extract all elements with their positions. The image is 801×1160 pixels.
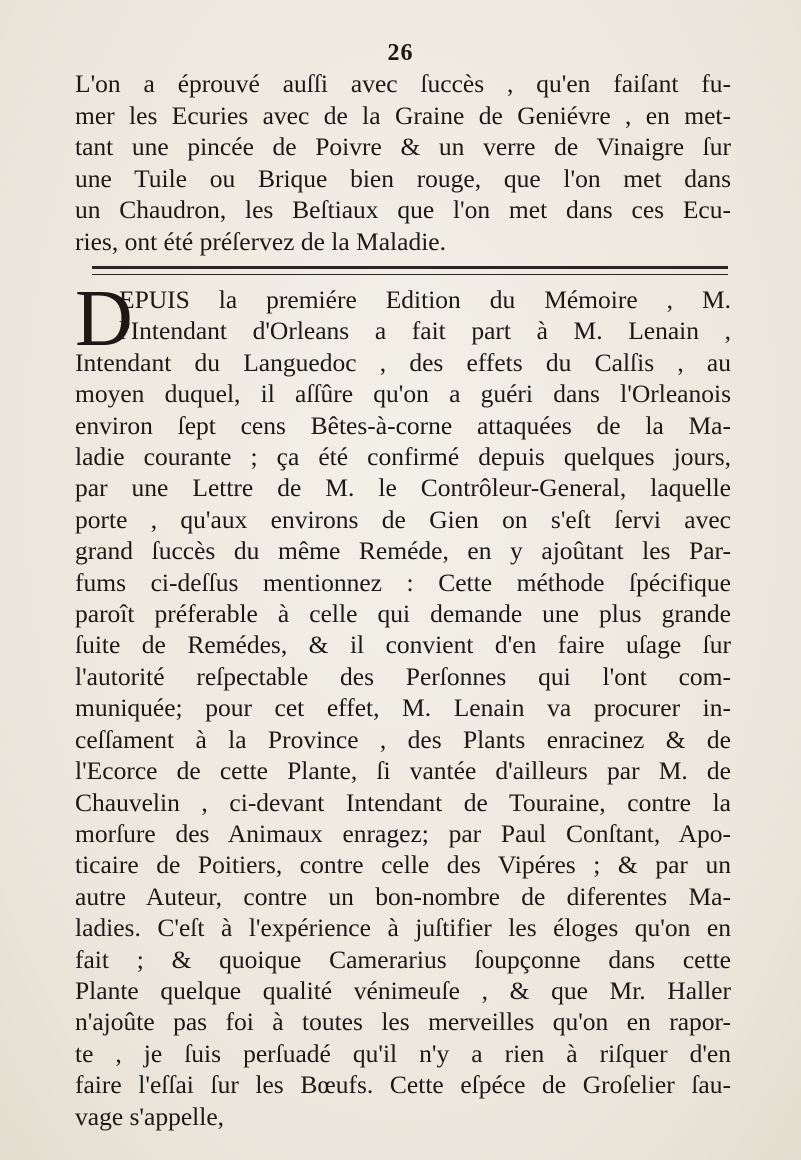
text-line: une Tuile ou Brique bien rouge, que l'on met dans	[75, 163, 731, 193]
text-line: ladie courante ; ça été confirmé depuis quelques jours,	[75, 442, 731, 472]
text-line: porte , qu'aux environs de Gien on s'eſt ſervi avec	[75, 504, 731, 534]
text-line: un Chaudron, les Beſtiaux que l'on met dans ces Ecu-	[75, 195, 731, 224]
text-line: Intendant du Languedoc , des effets du Calſis , au	[75, 347, 731, 377]
text-line: EPUIS la premiére Edition du Mémoire , M.	[119, 285, 731, 314]
text-line: muniquée; pour cet effet, M. Lenain va procurer in-	[75, 693, 731, 723]
text-line: mer les Ecuries avec de la Graine de Geniévre , en met-	[75, 100, 731, 130]
text-line: moyen duquel, il aſſûre qu'on a guéri dans l'Orleanois	[75, 379, 731, 409]
text-line: n'ajoûte pas foi à toutes les merveilles qu'on en rapor-	[75, 1007, 731, 1037]
text-line: environ ſept cens Bêtes-à-corne attaquées de la Ma-	[75, 410, 731, 440]
text-line: ries, ont été préſervez de la Maladie.	[75, 226, 446, 256]
text-line: faire l'eſſai ſur les Bœufs. Cette eſpéce de Groſelier ſau-	[75, 1070, 731, 1100]
text-line: fums ci-deſſus mentionnez : Cette méthode ſpécifique	[75, 567, 731, 597]
page-number: 26	[387, 40, 414, 66]
text-line: fait ; & quoique Camerarius ſoupçonne dans cette	[75, 944, 731, 974]
text-line: paroît préferable à celle qui demande une plus grande	[75, 599, 731, 629]
text-line: l'Ecorce de cette Plante, ſi vantée d'ailleurs par M. de	[75, 756, 731, 786]
text-line: grand ſuccès du même Reméde, en y ajoûtant les Par-	[75, 536, 731, 566]
paragraph-cassis-remedy	[75, 275, 731, 1132]
text-line: autre Auteur, contre un bon-nombre de diferentes Ma-	[75, 881, 731, 911]
text-line: morſure des Animaux enragez; par Paul Conſtant, Apo-	[75, 818, 731, 848]
text-line: Chauvelin , ci-devant Intendant de Touraine, contre la	[75, 787, 731, 817]
text-line: vage s'appelle,	[75, 1101, 225, 1131]
text-line: Plante quelque qualité vénimeuſe , & que Mr. Haller	[75, 975, 731, 1005]
section-divider-rule	[92, 266, 728, 275]
text-line: l'Intendant d'Orleans a fait part à M. Lenain ,	[119, 316, 731, 346]
text-line: ladies. C'eſt à l'expérience à juſtifier les éloges qu'on en	[75, 913, 731, 943]
text-line: ticaire de Poitiers, contre celle des Vipéres ; & par un	[75, 850, 731, 880]
text-line: L'on a éprouvé auſſi avec ſuccès , qu'en faiſant fu-	[75, 69, 731, 98]
text-line: te , je ſuis perſuadé qu'il n'y a rien à riſquer d'en	[75, 1038, 731, 1068]
paragraph-juniper-fumigation	[75, 68, 731, 257]
text-line: ſuite de Remédes, & il convient d'en faire uſage ſur	[75, 630, 731, 660]
text-line: l'autorité reſpectable des Perſonnes qui l'ont com-	[75, 661, 731, 691]
text-line: par une Lettre de M. le Contrôleur-General, laquelle	[75, 473, 731, 503]
drop-cap-letter: D	[75, 275, 133, 363]
text-line: tant une pincée de Poivre & un verre de Vinaigre ſur	[75, 132, 731, 161]
text-line: ceſſament à la Province , des Plants enracinez & de	[75, 724, 731, 754]
